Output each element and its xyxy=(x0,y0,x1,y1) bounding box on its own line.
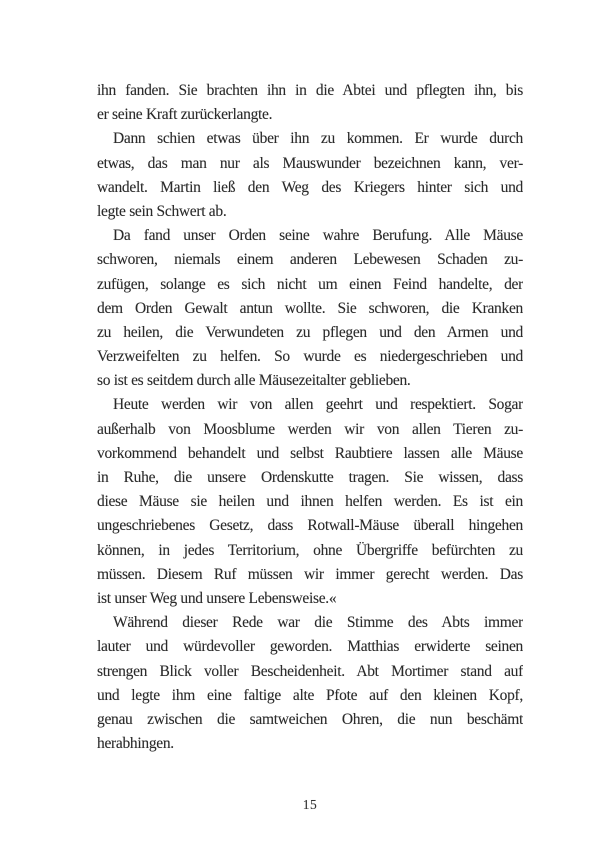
paragraph xyxy=(97,611,523,756)
text-line: wandelt. Martin ließ den Weg des Kriegers hinter sich und xyxy=(97,178,523,196)
text-line: ist unser Weg und unsere Lebensweise.« xyxy=(97,589,337,607)
text-line: Verzweifelten zu helfen. So wurde es niedergeschrieben und xyxy=(97,348,523,366)
text-line: zufügen, solange es sich nicht um einen Feind handelte, der xyxy=(97,275,523,293)
text-line: dem Orden Gewalt antun wollte. Sie schworen, die Kranken xyxy=(97,299,523,317)
text-line: diese Mäuse sie heilen und ihnen helfen werden. Es ist ein xyxy=(97,493,523,511)
text-line: legte sein Schwert ab. xyxy=(97,202,227,220)
text-line: strengen Blick voller Bescheidenheit. Abt Mortimer stand auf xyxy=(97,662,523,680)
text-line: schworen, niemals einem anderen Lebewesen Schaden zu- xyxy=(97,251,523,269)
page-text-block xyxy=(97,79,523,756)
text-line: können, in jedes Territorium, ohne Übergriffe befürchten zu xyxy=(97,541,523,559)
text-line: lauter und würdevoller geworden. Matthias erwiderte seinen xyxy=(97,638,523,656)
text-line: ungeschriebenes Gesetz, dass Rotwall-Mäuse überall hingehen xyxy=(97,517,523,535)
text-line: etwas, das man nur als Mauswunder bezeichnen kann, ver- xyxy=(97,154,523,172)
text-line: Dann schien etwas über ihn zu kommen. Er wurde durch xyxy=(113,130,523,148)
text-line: Heute werden wir von allen geehrt und respektiert. Sogar xyxy=(113,396,523,414)
page-number: 15 xyxy=(302,797,318,812)
text-line: genau zwischen die samtweichen Ohren, die nun beschämt xyxy=(97,710,523,728)
text-line: außerhalb von Moosblume werden wir von allen Tieren zu- xyxy=(97,420,523,438)
text-line: so ist es seitdem durch alle Mäusezeitalter geblieben. xyxy=(97,372,411,390)
text-line: herabhingen. xyxy=(97,735,174,753)
text-line: und legte ihm eine faltige alte Pfote auf den kleinen Kopf, xyxy=(97,686,523,704)
text-line: ihn fanden. Sie brachten ihn in die Abtei und pflegten ihn, bis xyxy=(97,82,523,99)
text-line: er seine Kraft zurückerlangte. xyxy=(97,106,273,124)
paragraph xyxy=(97,393,523,611)
paragraph xyxy=(97,79,523,127)
text-line: Da fand unser Orden seine wahre Berufung. Alle Mäuse xyxy=(113,227,523,245)
paragraph xyxy=(97,127,523,224)
text-line: zu heilen, die Verwundeten zu pflegen und den Armen und xyxy=(97,323,523,341)
text-line: vorkommend behandelt und selbst Raubtiere lassen alle Mäuse xyxy=(97,444,523,462)
text-line: müssen. Diesem Ruf müssen wir immer gerecht werden. Das xyxy=(97,565,523,583)
text-line: in Ruhe, die unsere Ordenskutte tragen. Sie wissen, dass xyxy=(97,469,523,486)
text-line: Während dieser Rede war die Stimme des Abts immer xyxy=(113,614,523,632)
paragraph xyxy=(97,224,523,393)
